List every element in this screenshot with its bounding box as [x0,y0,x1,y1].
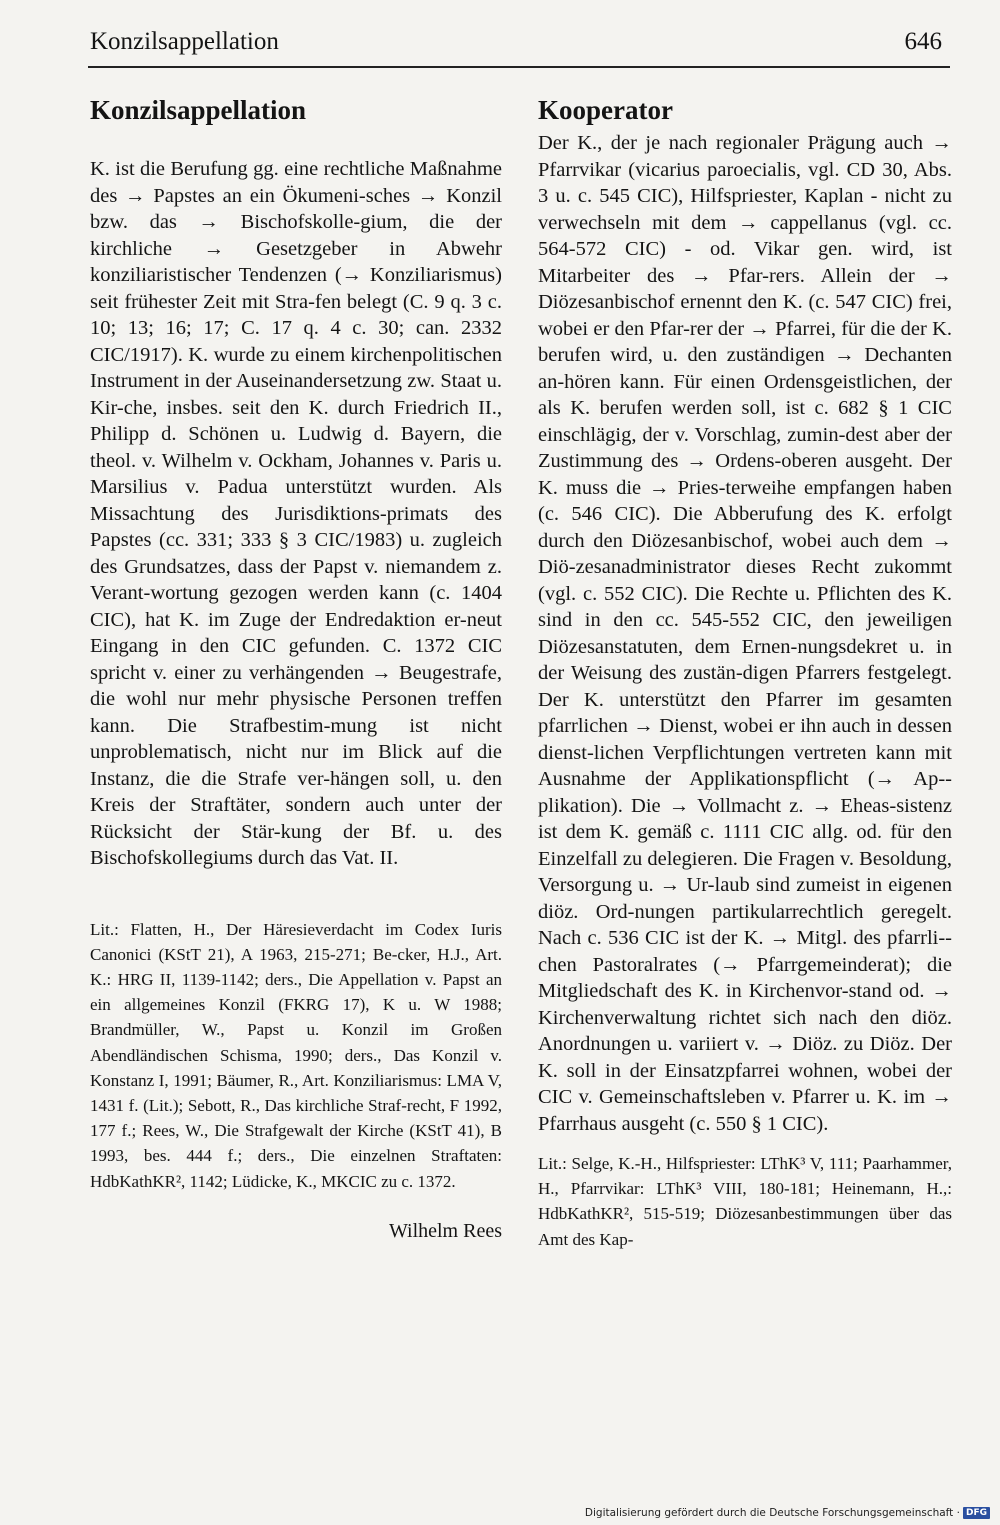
literature-kooperator: Lit.: Selge, K.-H., Hilfspriester: LThK³ V, 111; Paarhammer, H., Pfarrvikar: LThK³ VIII, 180-181; Heinemann, H.,: HdbKathKR², 515-519; Diözesanbestimmungen über das Amt des Kap- [538,1154,952,1249]
page-number: 646 [904,28,942,55]
entry-body-kooperator: Der K., der je nach regionaler Prägung auch → Pfarrvikar (vicarius paroecialis, vgl. CD 30, Abs. 3 u. c. 545 CIC), Hilfspriester, Kaplan - nicht zu verwechseln mit dem → cappellanus (vgl. cc. 564-572 CIC) - od. Vikar gen. wird, ist Mitarbeiter des → Pfar-rers. Allein der → Diözesanbischof ernennt den K. (c. 547 CIC) frei, wobei er den Pfar-rer der → Pfarrei, für die der K. berufen wird, u. den zuständigen → Dechanten an-hören kann. Für einen Ordensgeistlichen, der als K. berufen werden soll, ist c. 682 § 1 CIC einschlägig, der v. Vorschlag, zumin-dest aber der Zustimmung des → Ordens-oberen ausgeht. Der K. muss die → Pries-terweihe empfangen haben (c. 546 CIC). Die Abberufung des K. erfolgt durch den Diözesanbischof, wobei auch dem → Diö-zesanadministrator dieses Recht zukommt (vgl. c. 552 CIC). Die Rechte u. Pflichten des K. sind in den cc. 545-552 CIC, den jeweiligen Diözesanstatuten, dem Ernen-nungsdekret u. in der Weisung des zustän-digen Pfarrers festgelegt. Der K. unterstützt den Pfarrer im gesamten pfarrlichen → Dienst, wobei er ihn auch in dessen dienst-lichen Verpflichtungen vertreten kann mit Ausnahme der Applikationspflicht (→ Ap-plikation). Die → Vollmacht z. → Eheas-sistenz ist dem K. gemäß c. 1111 CIC allg. od. für den Einzelfall zu delegieren. Die Fragen v. Besoldung, Versorgung u. → Ur-laub sind zumeist in eigenen diöz. Ord-nungen partikularrechtlich geregelt. Nach c. 536 CIC ist der K. → Mitgl. des pfarrli-chen Pastoralrates (→ Pfarrgemeinderat); die Mitgliedschaft des K. in Kirchenvor-stand od. → Kirchenverwaltung richtet sich nach den diöz. Anordnungen u. variiert v. → Diöz. zu Diöz. Der K. soll in der Einsatzpfarrei wohnen, wobei der CIC v. Gemeinschaftsleben v. Pfarrer u. K. im → Pfarrhaus ausgeht (c. 550 § 1 CIC). [538,132,952,1135]
digitization-footer [585,1506,990,1520]
running-title: Konzilsappellation [90,28,279,55]
entry-author: Wilhelm Rees [388,1219,502,1242]
footer-credit: Digitalisierung gefördert durch die Deutsche Forschungsgemeinschaft · [584,1507,960,1519]
right-column [538,94,952,1252]
entry-headword-kooperator: Kooperator [538,95,673,125]
dfg-logo: DFG [963,1507,990,1519]
running-head [90,26,950,66]
header-rule [88,66,950,68]
left-column [90,94,502,1243]
entry-headword-konzilsappellation: Konzilsappellation [90,95,307,125]
literature-konzilsappellation: Lit.: Flatten, H., Der Häresieverdacht im Codex Iuris Canonici (KStT 21), A 1963, 215-271; Be-cker, H.J., Art. K.: HRG II, 1139-1142; ders., Die Appellation v. Papst an ein allgemeines Konzil (FKRG 17), K u. W 1988; Brandmüller, W., Papst u. Konzil im Großen Abendländischen Schisma, 1990; ders., Das Konzil v. Konstanz I, 1991; Bäumer, R., Art. Konziliarismus: LMA V, 1431 f. (Lit.); Sebott, R., Das kirchliche Straf-recht, F 1992, 177 f.; Rees, W., Die Strafgewalt der Kirche (KStT 41), B 1993, bes. 444 f.; ders., Die einzelnen Straftaten: HdbKathKR², 1142; Lüdicke, K., MKCIC zu c. 1372. [90,919,502,1191]
entry-body-konzilsappellation: K. ist die Berufung gg. eine rechtliche Maßnahme des → Papstes an ein Ökumeni-sches → Konzil bzw. das → Bischofskolle-gium, die der kirchliche → Gesetzgeber in Abwehr konziliaristischer Tendenzen (→ Konziliarismus) seit frühester Zeit mit Stra-fen belegt (C. 9 q. 3 c. 10; 13; 16; 17; C. 17 q. 4 c. 30; can. 2332 CIC/1917). K. wurde zu einem kirchenpolitischen Instrument in der Auseinandersetzung zw. Staat u. Kir-che, insbes. seit den K. durch Friedrich II., Philipp d. Schönen u. Ludwig d. Bayern, die theol. v. Wilhelm v. Ockham, Johannes v. Paris u. Marsilius v. Padua unterstützt wurden. Als Missachtung des Jurisdiktions-primats des Papstes (cc. 331; 333 § 3 CIC/1983) u. zugleich des Grundsatzes, dass der Papst v. niemandem z. Verant-wortung gezogen werden kann (c. 1404 CIC), hat K. im Zuge der Endredaktion er-neut Eingang in den CIC gefunden. C. 1372 CIC spricht v. einer zu verhängenden → Beugestrafe, die wohl nur mehr physische Personen treffen kann. Die Strafbestim-mung ist nicht unproblematisch, nicht nur im Blick auf die Instanz, die die Strafe ver-hängen soll, u. den Kreis der Straftäter, sondern auch unter der Rücksicht der Stär-kung der Bf. u. des Bischofskollegiums durch das Vat. II. [90,158,502,869]
